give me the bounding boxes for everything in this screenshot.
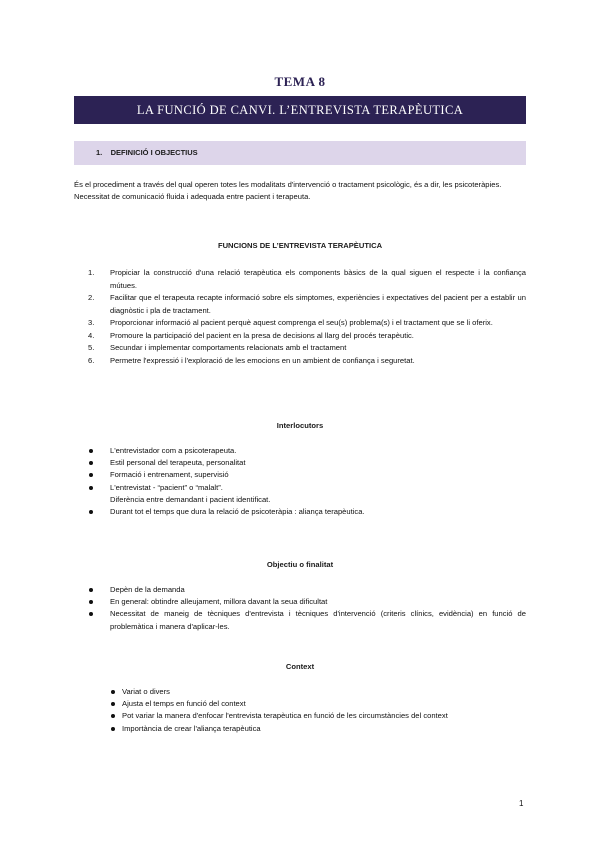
list-number: 3. [88, 318, 95, 327]
list-number: 4. [88, 330, 95, 340]
list-item-text: Proporcionar informació al pacient perquè aquest comprenga el seu(s) problema(s) i el tractament que se li oferix. [110, 318, 493, 327]
list-item-text: Secundar i implementar comportaments relacionats amb el tractament [110, 343, 347, 352]
bullet-icon [89, 510, 93, 514]
list-item-text: L'entrevistat - “pacient” o “malalt”. [110, 482, 223, 492]
bullet-icon [89, 612, 93, 616]
list-item-subtext: Diferència entre demandant i pacient identificat. [110, 494, 271, 504]
funcions-heading: FUNCIONS DE L’ENTREVISTA TERAPÈUTICA [217, 241, 383, 250]
list-item-text: L'entrevistador com a psicoterapeuta. [110, 446, 237, 455]
list-item-text: Ajusta el temps en funció del context [122, 699, 246, 709]
list-item-text: Estil personal del terapeuta, personalitat [110, 458, 246, 468]
objectiu-heading: Objectiu o finalitat [266, 560, 334, 569]
list-item [74, 698, 526, 710]
section-heading-bar [74, 141, 526, 165]
list-item [74, 342, 526, 355]
list-number: 6. [88, 355, 95, 365]
list-item [74, 710, 526, 722]
context-list [74, 686, 526, 735]
list-item [74, 686, 526, 698]
list-item-text: Facilitar que el terapeuta recapte informació sobre els simptomes, experiències i expectatives del pacient per a establir un diagnòstic i pla de tractament. [110, 293, 526, 315]
list-item-text: Promoure la participació del pacient en la presa de decisions al llarg del procés terapèutic. [110, 330, 414, 340]
list-item [74, 355, 526, 368]
interlocutors-list [74, 445, 526, 518]
bullet-icon [111, 702, 115, 706]
bullet-icon [111, 690, 115, 694]
list-item-text: Propiciar la construcció d'una relació terapèutica els components bàsics de la qual siguen el respecte i la confiança mútues. [110, 268, 526, 290]
intro-text [74, 179, 526, 202]
list-item [74, 608, 526, 632]
list-item [74, 482, 526, 506]
list-item-text: Permetre l'expressió i l'exploració de les emocions en un ambient de confiança i seguretat. [110, 355, 415, 365]
list-item-text: En general: obtindre alleujament, millora davant la seua dificultat [110, 597, 328, 607]
bullet-icon [111, 714, 115, 718]
intro-paragraph-2: Necessitat de comunicació fluida i adequada entre pacient i terapeuta. [74, 191, 311, 201]
bullet-icon [89, 449, 93, 453]
list-item-text: Durant tot el temps que dura la relació de psicoteràpia : aliança terapèutica. [110, 507, 365, 517]
list-item-text: Depèn de la demanda [110, 585, 185, 594]
list-item-text: Pot variar la manera d'enfocar l'entrevista terapèutica en funció de les circumstàncies del context [122, 711, 448, 721]
list-item [74, 457, 526, 469]
list-number: 1. [88, 268, 95, 277]
list-item-text: Variat o divers [122, 687, 170, 696]
bullet-icon [89, 588, 93, 592]
list-item [74, 584, 526, 596]
list-item [74, 469, 526, 481]
document-tema: TEMA 8 [274, 74, 326, 89]
interlocutors-heading: Interlocutors [276, 421, 324, 430]
list-item [74, 506, 526, 518]
list-number: 5. [88, 343, 95, 352]
list-item [74, 723, 526, 735]
list-number: 2. [88, 293, 95, 302]
context-heading: Context [285, 662, 315, 671]
bullet-icon [89, 473, 93, 477]
bullet-icon [89, 486, 93, 490]
list-item [74, 317, 526, 330]
list-item [74, 330, 526, 343]
bullet-icon [111, 727, 115, 731]
list-item-text: Formació i entrenament, supervisió [110, 470, 229, 480]
section-heading: 1. DEFINICIÓ I OBJECTIUS [96, 148, 198, 157]
chapter-title-banner: LA FUNCIÓ DE CANVI. L’ENTREVISTA TERAPÈUTICA [74, 96, 526, 124]
list-item-text: Importància de crear l'aliança terapèutica [122, 723, 261, 733]
page-number: 1 [519, 799, 524, 808]
bullet-icon [89, 461, 93, 465]
objectiu-list [74, 584, 526, 633]
list-item [74, 445, 526, 457]
list-item-text: Necessitat de maneig de tècniques d'entrevista i tècniques d'intervenció (criteris clínics, evidència) en funció de problemàtica i manera d'aplicar-les. [110, 609, 526, 631]
bullet-icon [89, 600, 93, 604]
list-item [74, 267, 526, 292]
list-item [74, 292, 526, 317]
intro-paragraph-1: És el procediment a través del qual operen totes les modalitats d'intervenció o tractament psicològic, és a dir, les psicoteràpies. [74, 180, 502, 189]
funcions-list [74, 267, 526, 367]
list-item [74, 596, 526, 608]
